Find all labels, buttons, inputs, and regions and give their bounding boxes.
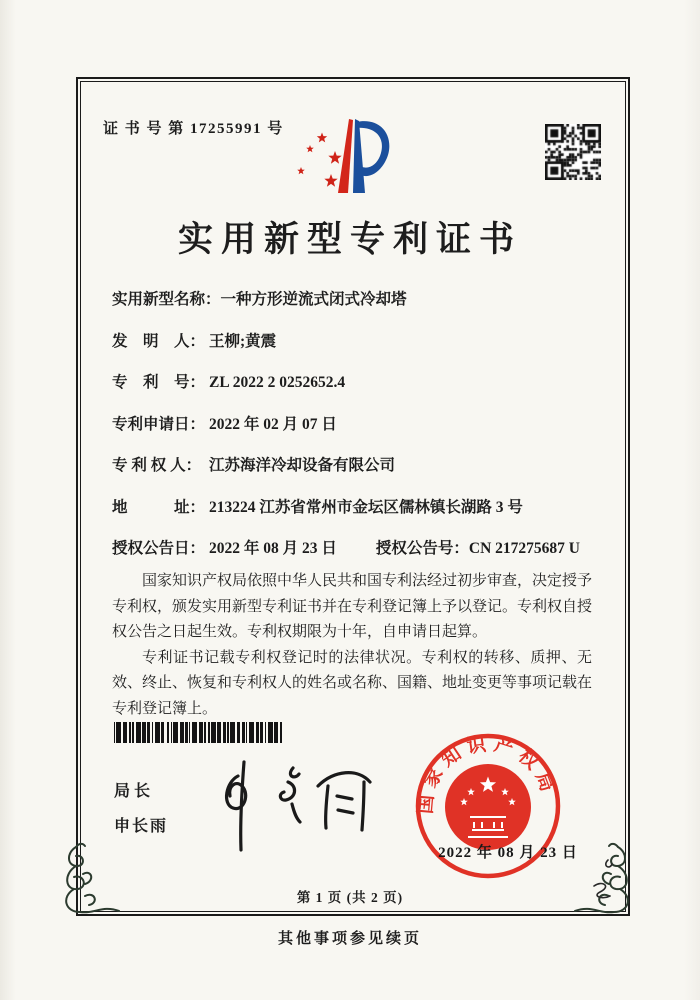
- field-value: 213224 江苏省常州市金坛区儒林镇长湖路 3 号: [209, 498, 523, 516]
- legal-paragraph-1: 国家知识产权局依照中华人民共和国专利法经过初步审查，决定授予专利权，颁发实用新型专利证书并在专利登记簿上予以登记。专利权自授权公告之日起生效。专利权期限为十年，自申请日起算。: [112, 573, 593, 640]
- qr-code: [545, 124, 601, 180]
- legal-text-block: [112, 569, 592, 722]
- seal-date: 2022 年 08 月 23 日: [438, 845, 578, 861]
- seal-ring-text: 国家知识产权局: [415, 733, 560, 815]
- field-value: 王柳;黄震: [209, 332, 277, 350]
- field-label: 实用新型名称：: [112, 291, 221, 308]
- field-label: 专 利 号：: [112, 374, 206, 391]
- field-label: 地 址：: [112, 498, 206, 516]
- certificate-number: 证 书 号 第 17255991 号: [103, 121, 284, 137]
- grant-date-value: 2022 年 08 月 23 日: [209, 540, 337, 557]
- handwritten-signature: [200, 752, 390, 856]
- field-label: 专利申请日：: [112, 415, 206, 433]
- field-application-date: [112, 415, 580, 435]
- field-value: 江苏海洋冷却设备有限公司: [209, 457, 396, 474]
- legal-paragraph-2: 专利证书记载专利权登记时的法律状况。专利权的转移、质押、无效、终止、恢复和专利权人的姓名或名称、国籍、地址变更等事项记载在专利登记簿上。: [112, 649, 593, 717]
- field-label: 专 利 权 人：: [112, 457, 202, 474]
- field-utility-model-name: [112, 290, 580, 310]
- grant-date-label: 授权公告日：: [112, 540, 206, 557]
- corner-flourish-icon: [45, 841, 131, 927]
- field-patentee: [112, 456, 580, 476]
- field-label: 发 明 人：: [112, 332, 206, 350]
- cnipa-patent-logo-icon: [292, 109, 394, 205]
- commissioner-title: 局长: [114, 783, 155, 800]
- footer-continuation-note: 其他事项参见续页: [277, 931, 422, 947]
- field-value: 2022 年 02 月 07 日: [209, 415, 337, 433]
- field-grant-announcement: [112, 539, 580, 559]
- barcode: [114, 722, 284, 743]
- field-address: [112, 498, 580, 518]
- grant-number-label: 授权公告号：: [375, 540, 469, 557]
- field-value: ZL 2022 2 0252652.4: [209, 374, 346, 391]
- certificate-fields: [112, 290, 580, 581]
- page-number: 第 1 页 (共 2 页): [296, 890, 404, 905]
- commissioner-name: 申长雨: [114, 818, 169, 835]
- grant-number-value: CN 217275687 U: [468, 540, 580, 557]
- certificate-title: 实用新型专利证书: [177, 220, 522, 259]
- field-value: 一种方形逆流式闭式冷却塔: [220, 291, 407, 308]
- field-patent-number: [112, 373, 580, 393]
- field-inventors: [112, 332, 580, 352]
